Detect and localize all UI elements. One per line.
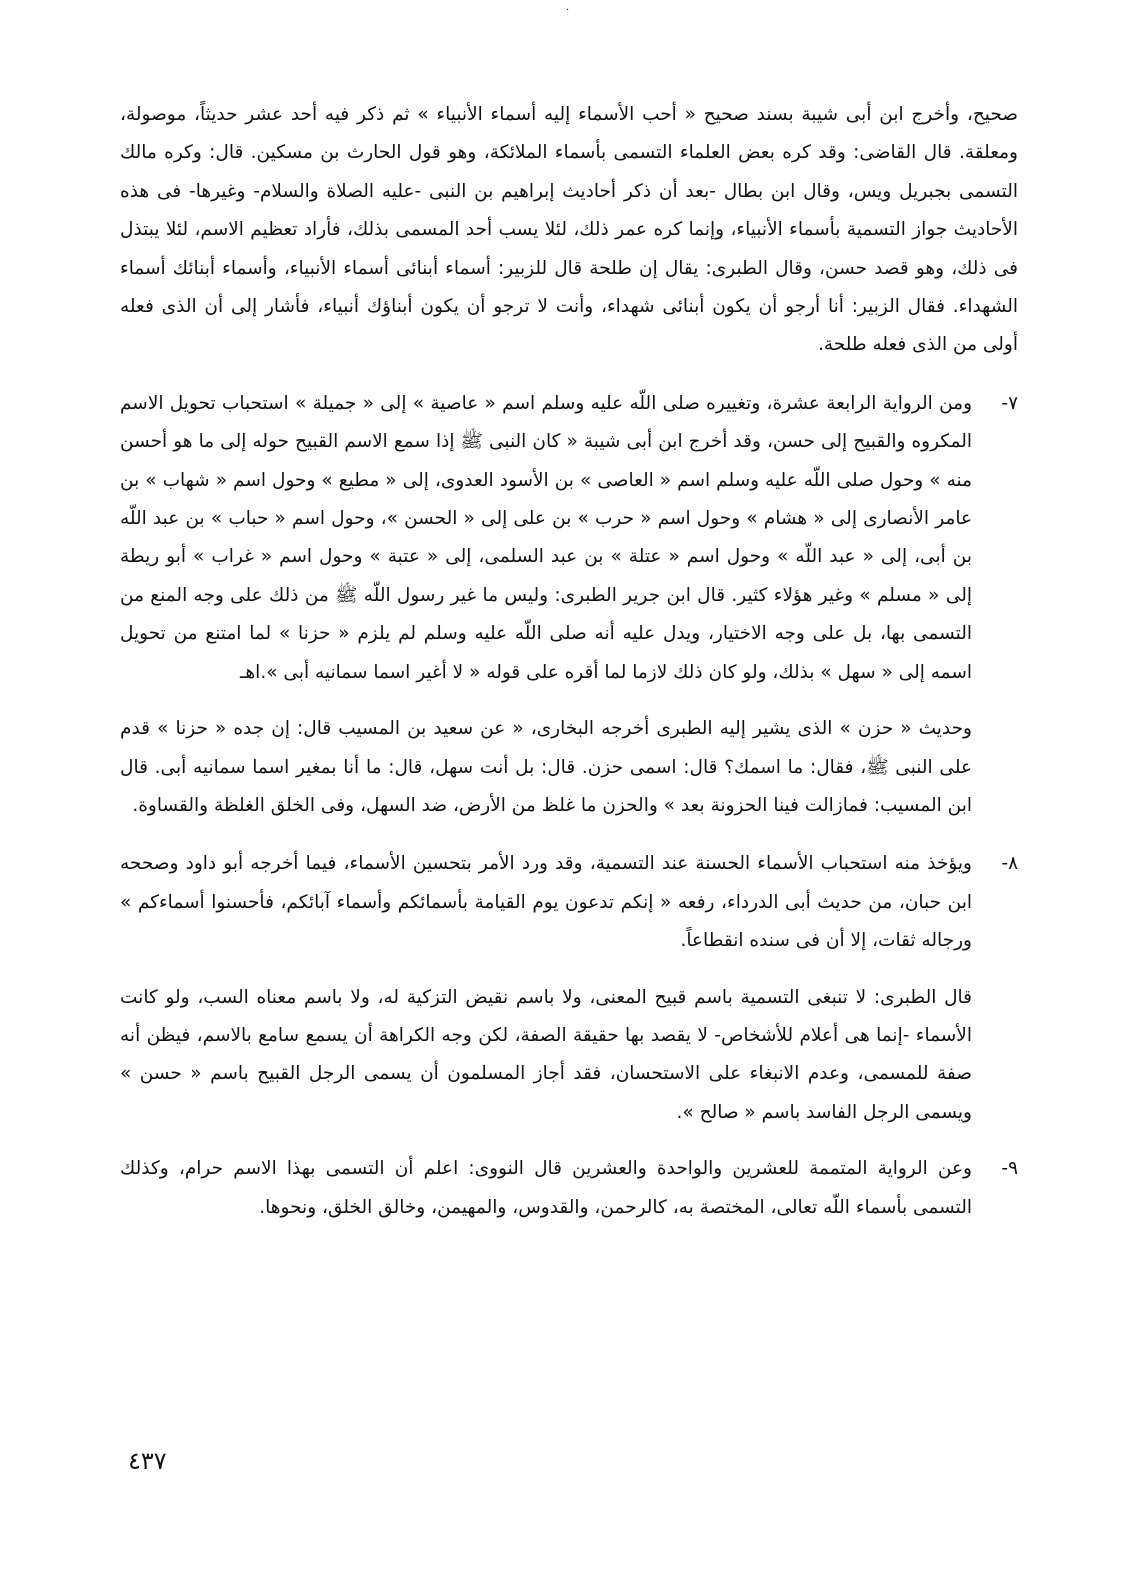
spacer: [120, 961, 972, 979]
paragraph-7b: وحديث « حزن » الذى يشير إليه الطبرى أخرجه البخارى، « عن سعيد بن المسيب قال: إن جده « حزنا » قدم على النبى ﷺ، فقال: ما اسمك؟ قال: اسمى حزن. قال: بل أنت سهل، قال: ما أنا بمغير اسما سمانيه أبى. قال ابن المسيب: فمازالت فينا الحزونة بعد » والحزن ما غلظ من الأرض، ضد السهل، وفى الخلق الغلظة والقساوة.: [120, 718, 972, 816]
page-number: ٤٣٧: [128, 1447, 167, 1475]
numbered-item-7: [120, 385, 1018, 825]
numbered-item-8: [120, 845, 1018, 1132]
paragraph-1: صحيح، وأخرج ابن أبى شيبة بسند صحيح « أحب الأسماء إليه أسماء الأنبياء » ثم ذكر فيه أحد عشر حديثاً، موصولة، ومعلقة. قال القاضى: وقد كره بعض العلماء التسمى بأسماء الملائكة، وهو قول الحارث بن مسكين. قال: وكره مالك التسمى بجبريل ويس، وقال ابن بطال -بعد أن ذكر أحاديث إبراهيم بن النبى -عليه الصلاة والسلام- وغيرها- فى هذه الأحاديث جواز التسمية بأسماء الأنبياء، وإنما كره عمر ذلك، لئلا يسب أحد المسمى بذلك، فأراد تعظيم الاسم، لئلا يبتذل فى ذلك، وهو قصد حسن، وقال الطبرى: يقال إن طلحة قال للزبير: أسماء أبنائى أسماء الأنبياء، وأسماء أبنائك أسماء الشهداء. فقال الزبير: أنا أرجو أن يكون أبنائى شهداء، وأنت لا ترجو أن يكون أبناؤك أنبياء، فأشار إلى أن الذى فعله أولى من الذى فعله طلحة.: [120, 104, 1018, 356]
numbered-item-9: [120, 1150, 1018, 1227]
paragraph-8b: قال الطبرى: لا تنبغى التسمية باسم قبيح المعنى، ولا باسم نقيض التزكية له، ولا باسم معناه السب، ولو كانت الأسماء -إنما هى أعلام للأشخاص- لا يقصد بها حقيقة الصفة، لكن وجه الكراهة أن يسمع سامع بالاسم، فيظن أنه صفة للمسمى، وعدم الانبغاء على الاستحسان، فقد أجاز المسلمون أن يسمى الرجل القبيح باسم « حسن » ويسمى الرجل الفاسد باسم « صالح ».: [120, 986, 972, 1123]
spacer: [120, 825, 1018, 845]
spacer: [120, 365, 1018, 385]
page-body: [120, 96, 1018, 1227]
paragraph-8: ويؤخذ منه استحباب الأسماء الحسنة عند التسمية، وقد ورد الأمر بتحسين الأسماء، فيما أخرجه أبو داود وصححه ابن حبان، من حديث أبى الدرداء، رفعه « إنكم تدعون يوم القيامة بأسمائكم وأسماء آبائكم، فأحسنوا أسماءكم » ورجاله ثقات، إلا أن فى سنده انقطاعاً.: [120, 853, 972, 952]
spacer: [120, 1132, 1018, 1150]
paragraph-7: ومن الرواية الرابعة عشرة، وتغييره صلى اللّه عليه وسلم اسم « عاصية » إلى « جميلة » استحباب تحويل الاسم المكروه والقبيح إلى حسن، وقد أخرج ابن أبى شيبة « كان النبى ﷺ إذا سمع الاسم القبيح حوله إلى ما هو أحسن منه » وحول صلى اللّه عليه وسلم اسم « العاصى » بن الأسود العدوى، إلى « مطيع » وحول اسم « شهاب » بن عامر الأنصارى إلى « هشام » وحول اسم « حرب » بن على إلى « الحسن »، وحول اسم « حباب » بن عبد اللّه بن أبى، إلى « عبد اللّه » وحول اسم « عتلة » بن عبد السلمى، إلى « عتبة » وحول اسم « غراب » أبو ريطة إلى « مسلم » وغير هؤلاء كثير. قال ابن جرير الطبرى: وليس ما غير رسول اللّه ﷺ من ذلك على وجه المنع من التسمى بها، بل على وجه الاختيار، ويدل عليه أنه صلى اللّه عليه وسلم لم يلزم « حزنا » لما امتنع من تحويل اسمه إلى « سهل » بذلك، ولو كان ذلك لازما لما أقره على قوله « لا أغير اسما سمانيه أبى ».اهـ: [120, 392, 972, 683]
spacer: [120, 692, 972, 710]
item-number-7: ٧-: [1001, 392, 1018, 414]
top-mark: .: [566, 2, 570, 13]
item-number-9: ٩-: [1001, 1158, 1018, 1180]
paragraph-9: وعن الرواية المتممة للعشرين والواحدة والعشرين قال النووى: اعلم أن التسمى بهذا الاسم حرام، وكذلك التسمى بأسماء اللّه تعالى، المختصة به، كالرحمن، والقدوس، والمهيمن، وخالق الخلق، ونحوها.: [120, 1158, 972, 1218]
item-number-8: ٨-: [1001, 853, 1018, 875]
